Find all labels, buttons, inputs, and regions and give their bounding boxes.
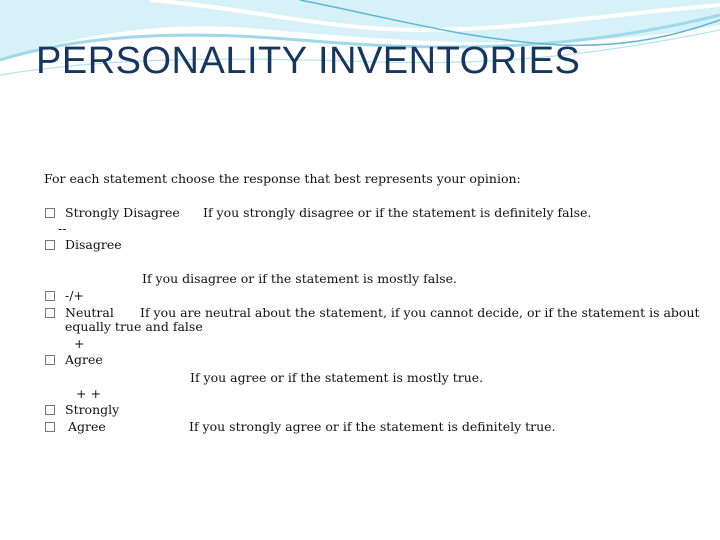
strongly-agree-label: Agree: [68, 419, 106, 434]
strongly-agree-symbol: + +: [76, 386, 101, 401]
bullet-icon: [45, 405, 55, 415]
agree-label: Agree: [65, 352, 103, 367]
bullet-icon: [45, 355, 55, 365]
strongly-label: Strongly: [65, 402, 120, 417]
neutral-label: Neutral: [65, 305, 114, 320]
neutral-symbol: -/+: [65, 288, 84, 303]
bullet-icon: [45, 308, 55, 318]
bullet-icon: [45, 291, 55, 301]
neutral-desc: If you are neutral about the statement, if you cannot decide, or if the statement is about: [140, 305, 700, 320]
strongly-disagree-desc: If you strongly disagree or if the statement is definitely false.: [203, 205, 592, 220]
disagree-label: Disagree: [65, 237, 122, 252]
intro-text: For each statement choose the response that best represents your opinion:: [44, 171, 521, 186]
bullet-icon: [45, 240, 55, 250]
strongly-agree-desc: If you strongly agree or if the statement is definitely true.: [189, 419, 556, 434]
agree-symbol: +: [74, 336, 85, 351]
disagree-desc: If you disagree or if the statement is mostly false.: [142, 271, 457, 286]
disagree-symbol: --: [58, 221, 67, 236]
bullet-icon: [45, 208, 55, 218]
strongly-disagree-label: Strongly Disagree: [65, 205, 180, 220]
slide-title: PERSONALITY INVENTORIES: [36, 40, 581, 82]
neutral-desc-cont: equally true and false: [65, 319, 203, 334]
bullet-icon: [45, 422, 55, 432]
agree-desc: If you agree or if the statement is mostly true.: [190, 370, 484, 385]
